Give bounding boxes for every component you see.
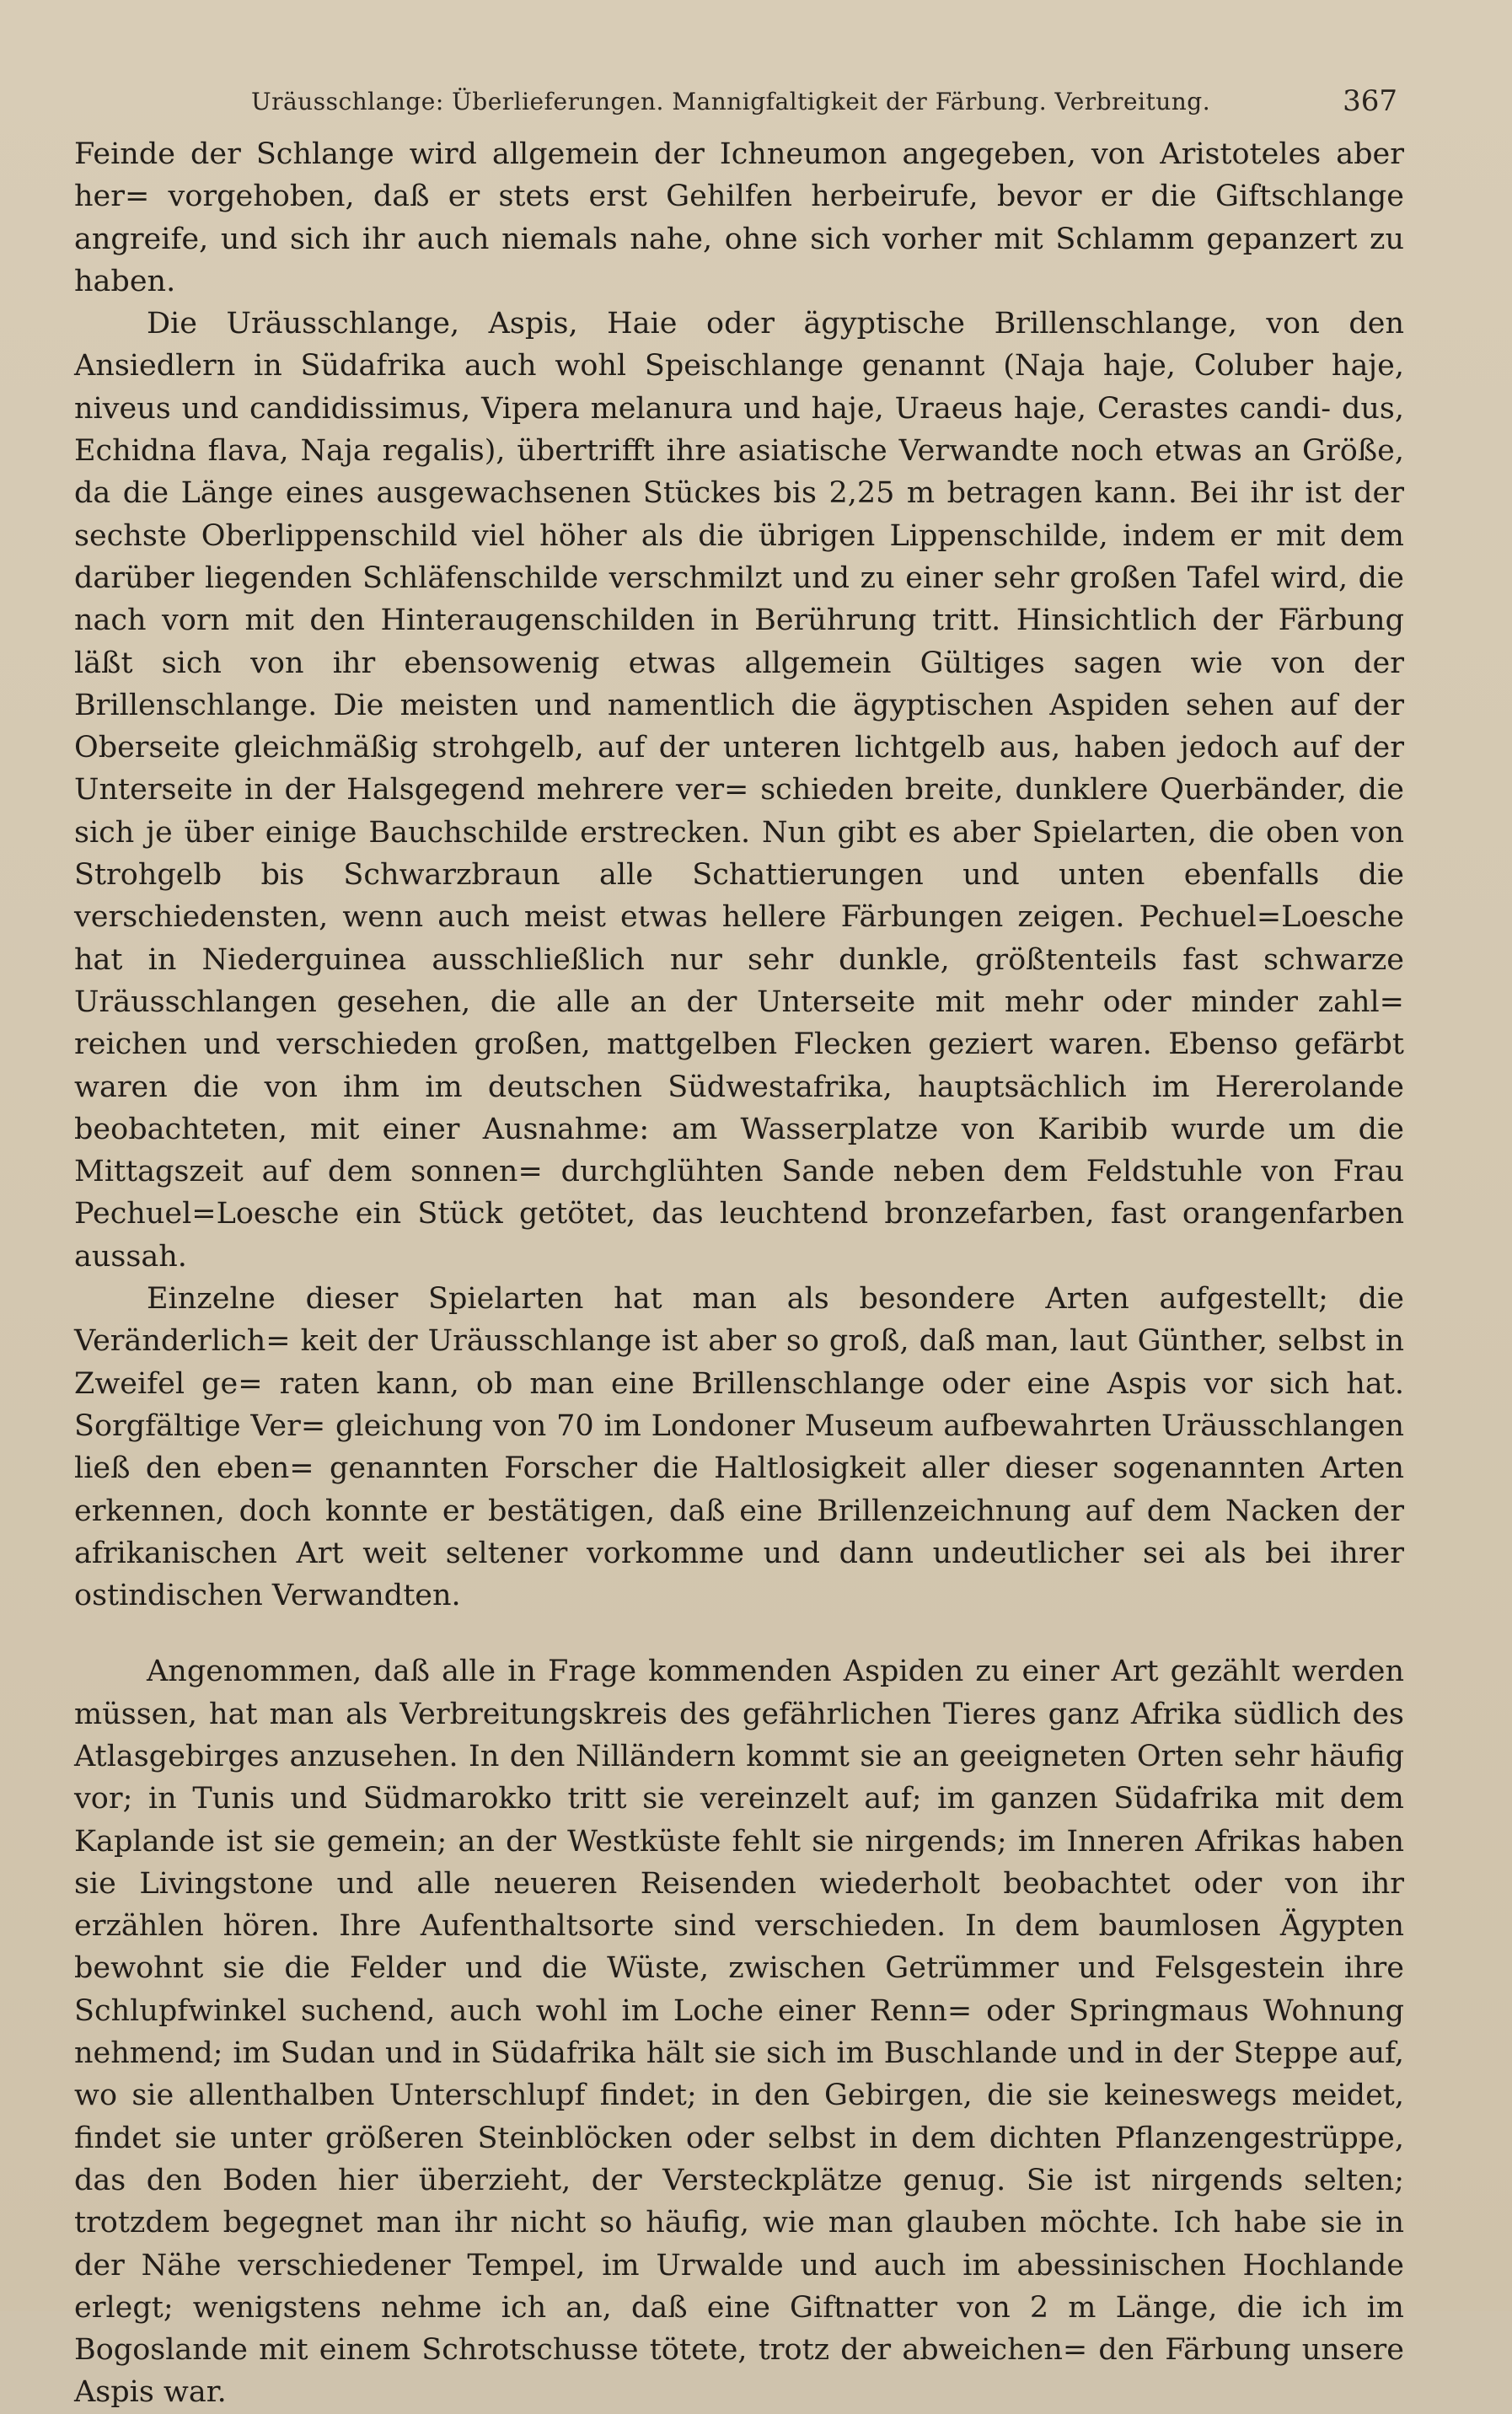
body-text: [74, 133, 1404, 2414]
page-number: 367: [1343, 84, 1397, 118]
paragraph-4: Angenommen, daß alle in Frage kommenden Aspiden zu einer Art gezählt werden müssen, hat man als Verbreitungskreis des gefährlichen Tieres ganz Afrika südlich des Atlasgebirges anzusehen. In den Nilländern kommt sie an geeigneten Orten sehr häufig vor; in Tunis und Südmarokko tritt sie vereinzelt auf; im ganzen Südafrika mit dem Kaplande ist sie gemein; an der Westküste fehlt sie nirgends; im Inneren Afrikas haben sie Livingstone und alle neueren Reisenden wiederholt beobachtet oder von ihr erzählen hören. Ihre Aufenthaltsorte sind verschieden. In dem baumlosen Ägypten bewohnt sie die Felder und die Wüste, zwischen Getrümmer und Felsgestein ihre Schlupfwinkel suchend, auch wohl im Loche einer Renn= oder Springmaus Wohnung nehmend; im Sudan und in Südafrika hält sie sich im Buschlande und in der Steppe auf, wo sie allenthalben Unterschlupf findet; in den Gebirgen, die sie keineswegs meidet, findet sie unter größeren Steinblöcken oder selbst in dem dichten Pflanzengestrüppe, das den Boden hier überzieht, der Versteckplätze genug. Sie ist nirgends selten; trotzdem begegnet man ihr nicht so häufig, wie man glauben möchte. Ich habe sie in der Nähe verschiedener Tempel, im Urwalde und auch im abessinischen Hochlande erlegt; wenigstens nehme ich an, daß eine Giftnatter von 2 m Länge, die ich im Bogoslande mit einem Schrotschusse tötete, trotz der abweichen= den Färbung unsere Aspis war.: [74, 1655, 1404, 2410]
paragraph-3: Einzelne dieser Spielarten hat man als besondere Arten aufgestellt; die Veränderlich= keit der Uräusschlange ist aber so groß, daß man, laut Günther, selbst in Zweifel ge= raten kann, ob man eine Brillenschlange oder eine Aspis vor sich hat. Sorgfältige Ver= gleichung von 70 im Londoner Museum aufbewahrten Uräusschlangen ließ den eben= genannten Forscher die Haltlosigkeit aller dieser sogenannten Arten erkennen, doch konnte er bestätigen, daß eine Brillenzeichnung auf dem Nacken der afrikanischen Art weit seltener vorkomme und dann undeutlicher sei als bei ihrer ostindischen Verwandten.: [74, 1282, 1404, 1613]
paragraph-1: Feinde der Schlange wird allgemein der Ichneumon angegeben, von Aristoteles aber her= vorgehoben, daß er stets erst Gehilfen herbeirufe, bevor er die Giftschlange angreife, und sich ihr auch niemals nahe, ohne sich vorher mit Schlamm gepanzert zu haben.: [74, 137, 1404, 298]
running-head: Uräusschlange: Überlieferungen. Mannigfaltigkeit der Färbung. Verbreitung.: [251, 88, 1211, 115]
page-header: [251, 84, 1397, 126]
paragraph-2: Die Uräusschlange, Aspis, Haie oder ägyptische Brillenschlange, von den Ansiedlern in Südafrika auch wohl Speischlange genannt (Naja haje, Coluber haje, niveus und candidissimus, Vipera melanura und haje, Uraeus haje, Cerastes candi- dus, Echidna flava, Naja regalis), übertrifft ihre asiatische Verwandte noch etwas an Größe, da die Länge eines ausgewachsenen Stückes bis 2,25 m betragen kann. Bei ihr ist der sechste Oberlippenschild viel höher als die übrigen Lippenschilde, indem er mit dem darüber liegenden Schläfenschilde verschmilzt und zu einer sehr großen Tafel wird, die nach vorn mit den Hinteraugenschilden in Berührung tritt. Hinsichtlich der Färbung läßt sich von ihr ebensowenig etwas allgemein Gültiges sagen wie von der Brillenschlange. Die meisten und namentlich die ägyptischen Aspiden sehen auf der Oberseite gleichmäßig strohgelb, auf der unteren lichtgelb aus, haben jedoch auf der Unterseite in der Halsgegend mehrere ver= schieden breite, dunklere Querbänder, die sich je über einige Bauchschilde erstrecken. Nun gibt es aber Spielarten, die oben von Strohgelb bis Schwarzbraun alle Schattierungen und unten ebenfalls die verschiedensten, wenn auch meist etwas hellere Färbungen zeigen. Pechuel=Loesche hat in Niederguinea ausschließlich nur sehr dunkle, größtenteils fast schwarze Uräusschlangen gesehen, die alle an der Unterseite mit mehr oder minder zahl= reichen und verschieden großen, mattgelben Flecken geziert waren. Ebenso gefärbt waren die von ihm im deutschen Südwestafrika, hauptsächlich im Hererolande beobachteten, mit einer Ausnahme: am Wasserplatze von Karibib wurde um die Mittagszeit auf dem sonnen= durchglühten Sande neben dem Feldstuhle von Frau Pechuel=Loesche ein Stück getötet, das leuchtend bronzefarben, fast orangenfarben aussah.: [74, 307, 1404, 1274]
